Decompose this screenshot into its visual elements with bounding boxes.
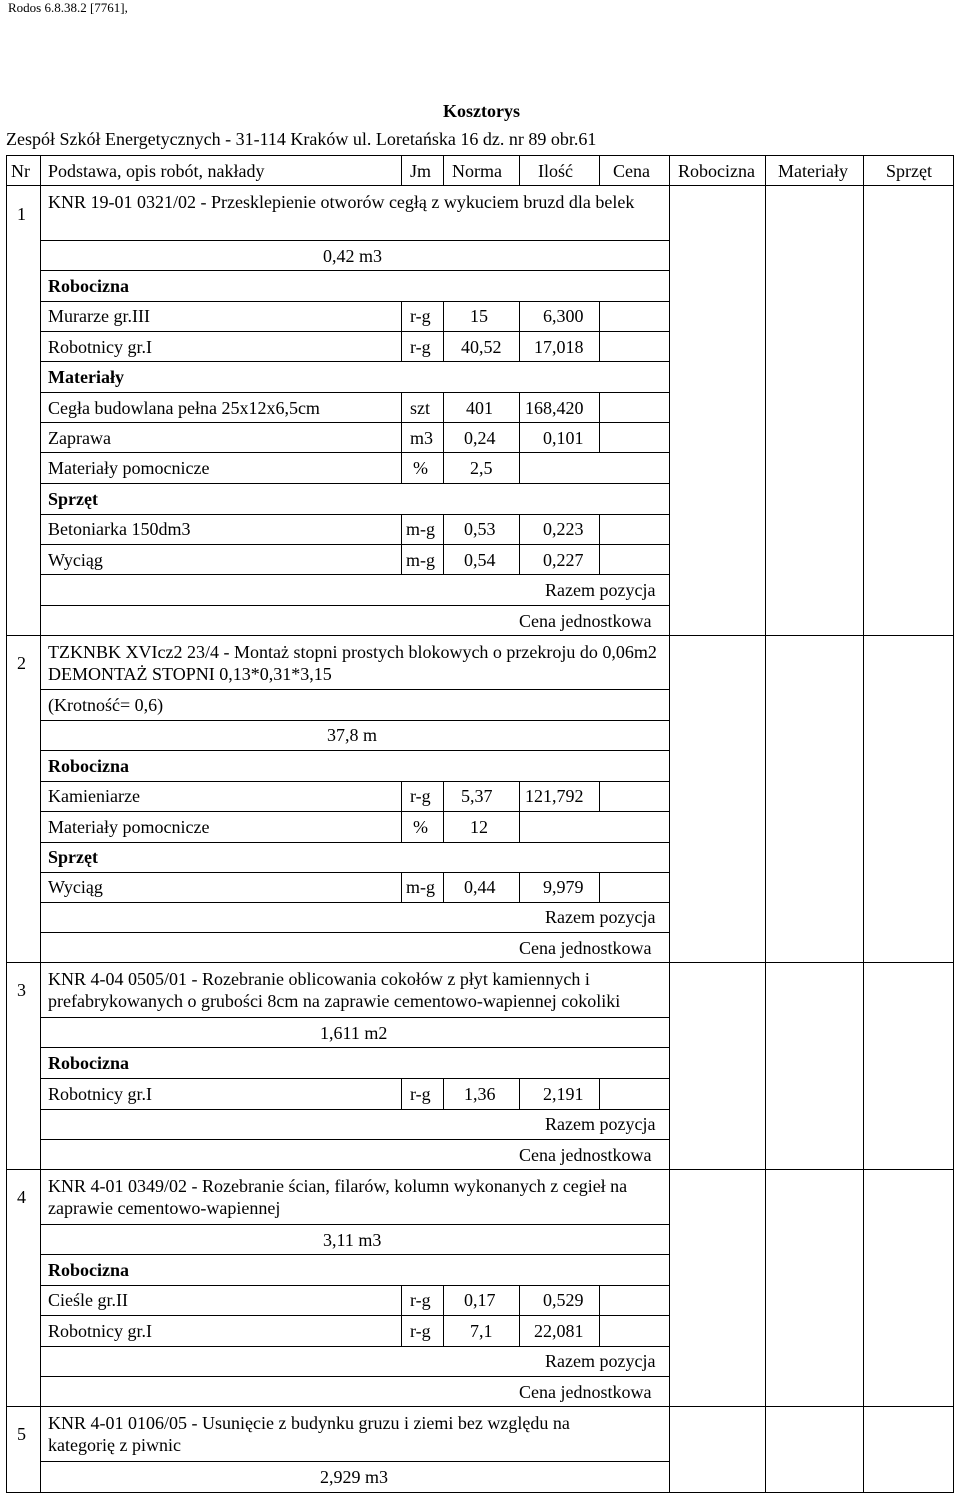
cost-item-norma: 401 (466, 398, 493, 418)
position-number: 5 (17, 1424, 26, 1444)
position-description: KNR 4-01 0106/05 - Usunięcie z budynku gruzu i ziemi bez względu na kategorię z piwnic (48, 1413, 570, 1455)
col-header-norma: Norma (452, 161, 502, 181)
col-header-jm: Jm (410, 161, 432, 181)
cena-jednostkowa-label: Cena jednostkowa (519, 938, 652, 958)
position-quantity: 37,8 m (327, 725, 378, 745)
page-header: Rodos 6.8.38.2 [7761], (8, 0, 128, 15)
position-quantity: 2,929 m3 (320, 1467, 389, 1487)
cost-item-ilosc: 168,420 (525, 398, 584, 418)
cost-item-ilosc: 17,018 (534, 337, 584, 357)
position-quantity: 1,611 m2 (320, 1023, 388, 1043)
document-subtitle: Zespół Szkół Energetycznych - 31-114 Kraków ul. Loretańska 16 dz. nr 89 obr.61 (6, 129, 597, 149)
cost-item-name: Robotnicy gr.I (48, 337, 152, 357)
cost-item-name: Cieśle gr.II (48, 1290, 128, 1310)
cost-item-name: Kamieniarze (48, 786, 140, 806)
col-header-cena: Cena (613, 161, 650, 181)
position-number: 3 (17, 980, 26, 1000)
col-header-sprzet: Sprzęt (886, 161, 932, 181)
section-robocizna: Robocizna (48, 756, 129, 776)
cost-item-name: Wyciąg (48, 877, 103, 897)
cost-item-jm: r-g (410, 306, 431, 326)
position-quantity: 3,11 m3 (323, 1230, 382, 1250)
cost-item-name: Robotnicy gr.I (48, 1321, 152, 1341)
cost-item-name: Robotnicy gr.I (48, 1084, 152, 1104)
cost-item-name: Cegła budowlana pełna 25x12x6,5cm (48, 398, 320, 418)
cena-jednostkowa-label: Cena jednostkowa (519, 1145, 652, 1165)
position-description: KNR 4-04 0505/01 - Rozebranie oblicowania cokołów z płyt kamiennych i prefabrykowanych o grubości 8cm na zaprawie cementowo-wapiennej cokoliki (48, 969, 621, 1011)
cost-item-jm: r-g (410, 337, 431, 357)
cost-item-norma: 0,44 (464, 877, 496, 897)
cost-item-ilosc: 2,191 (543, 1084, 584, 1104)
cost-item-jm: r-g (410, 1290, 431, 1310)
cost-item-jm: r-g (410, 786, 431, 806)
position-quantity: 0,42 m3 (323, 246, 383, 266)
position-krotnosc: (Krotność= 0,6) (48, 695, 164, 715)
position-number: 1 (17, 204, 26, 224)
cost-item-jm: m-g (406, 877, 435, 897)
razem-pozycja-label: Razem pozycja (545, 907, 656, 927)
razem-pozycja-label: Razem pozycja (545, 580, 656, 600)
cost-item-norma: 0,53 (464, 519, 496, 539)
cost-item-norma: 7,1 (470, 1321, 493, 1341)
position-number: 2 (17, 653, 26, 673)
cost-item-norma: 12 (470, 817, 488, 837)
section-robocizna: Robocizna (48, 1053, 129, 1073)
cost-item-norma: 0,24 (464, 428, 496, 448)
cost-item-ilosc: 0,529 (543, 1290, 584, 1310)
cena-jednostkowa-label: Cena jednostkowa (519, 1382, 652, 1402)
cost-item-jm: m-g (406, 550, 435, 570)
razem-pozycja-label: Razem pozycja (545, 1114, 656, 1134)
section-materialy: Materiały (48, 367, 124, 387)
cost-item-name: Materiały pomocnicze (48, 458, 210, 478)
position-description: KNR 19-01 0321/02 - Przesklepienie otworów cegłą z wykuciem bruzd dla belek (48, 192, 635, 212)
col-header-robocizna: Robocizna (678, 161, 755, 181)
cost-item-ilosc: 6,300 (543, 306, 584, 326)
cost-item-jm: szt (410, 398, 430, 418)
cost-item-ilosc: 0,223 (543, 519, 584, 539)
cost-item-norma: 1,36 (464, 1084, 496, 1104)
cost-item-name: Materiały pomocnicze (48, 817, 210, 837)
cost-item-ilosc: 0,101 (543, 428, 584, 448)
cost-item-jm: r-g (410, 1321, 431, 1341)
section-sprzet: Sprzęt (48, 847, 98, 867)
cost-item-jm: m3 (410, 428, 434, 448)
cost-item-jm: r-g (410, 1084, 431, 1104)
cost-item-ilosc: 0,227 (543, 550, 584, 570)
position-description: TZKNBK XVIcz2 23/4 - Montaż stopni prostych blokowych o przekroju do 0,06m2 DEMONTAŻ STOPNI 0,13*0,31*3,15 (48, 642, 657, 684)
cost-item-jm: % (413, 817, 428, 837)
cost-item-norma: 5,37 (461, 786, 493, 806)
razem-pozycja-label: Razem pozycja (545, 1351, 656, 1371)
cena-jednostkowa-label: Cena jednostkowa (519, 611, 652, 631)
col-header-ilosc: Ilość (538, 161, 573, 181)
cost-item-norma: 0,17 (464, 1290, 496, 1310)
cost-item-name: Murarze gr.III (48, 306, 150, 326)
cost-item-ilosc: 121,792 (525, 786, 584, 806)
document-title: Kosztorys (443, 101, 520, 121)
cost-item-jm: m-g (406, 519, 435, 539)
position-number: 4 (17, 1187, 26, 1207)
cost-item-norma: 2,5 (470, 458, 493, 478)
cost-item-name: Betoniarka 150dm3 (48, 519, 191, 539)
section-sprzet: Sprzęt (48, 489, 98, 509)
position-description: KNR 4-01 0349/02 - Rozebranie ścian, filarów, kolumn wykonanych z cegieł na zaprawie cementowo-wapiennej (48, 1176, 628, 1218)
col-header-description: Podstawa, opis robót, nakłady (48, 161, 265, 181)
cost-item-norma: 15 (470, 306, 488, 326)
col-header-materialy: Materiały (778, 161, 848, 181)
cost-item-norma: 40,52 (461, 337, 502, 357)
cost-item-norma: 0,54 (464, 550, 496, 570)
cost-item-name: Zaprawa (48, 428, 111, 448)
col-header-nr: Nr (11, 161, 30, 181)
section-robocizna: Robocizna (48, 276, 129, 296)
cost-item-ilosc: 9,979 (543, 877, 584, 897)
cost-item-name: Wyciąg (48, 550, 103, 570)
cost-item-ilosc: 22,081 (534, 1321, 584, 1341)
section-robocizna: Robocizna (48, 1260, 129, 1280)
cost-item-jm: % (413, 458, 428, 478)
